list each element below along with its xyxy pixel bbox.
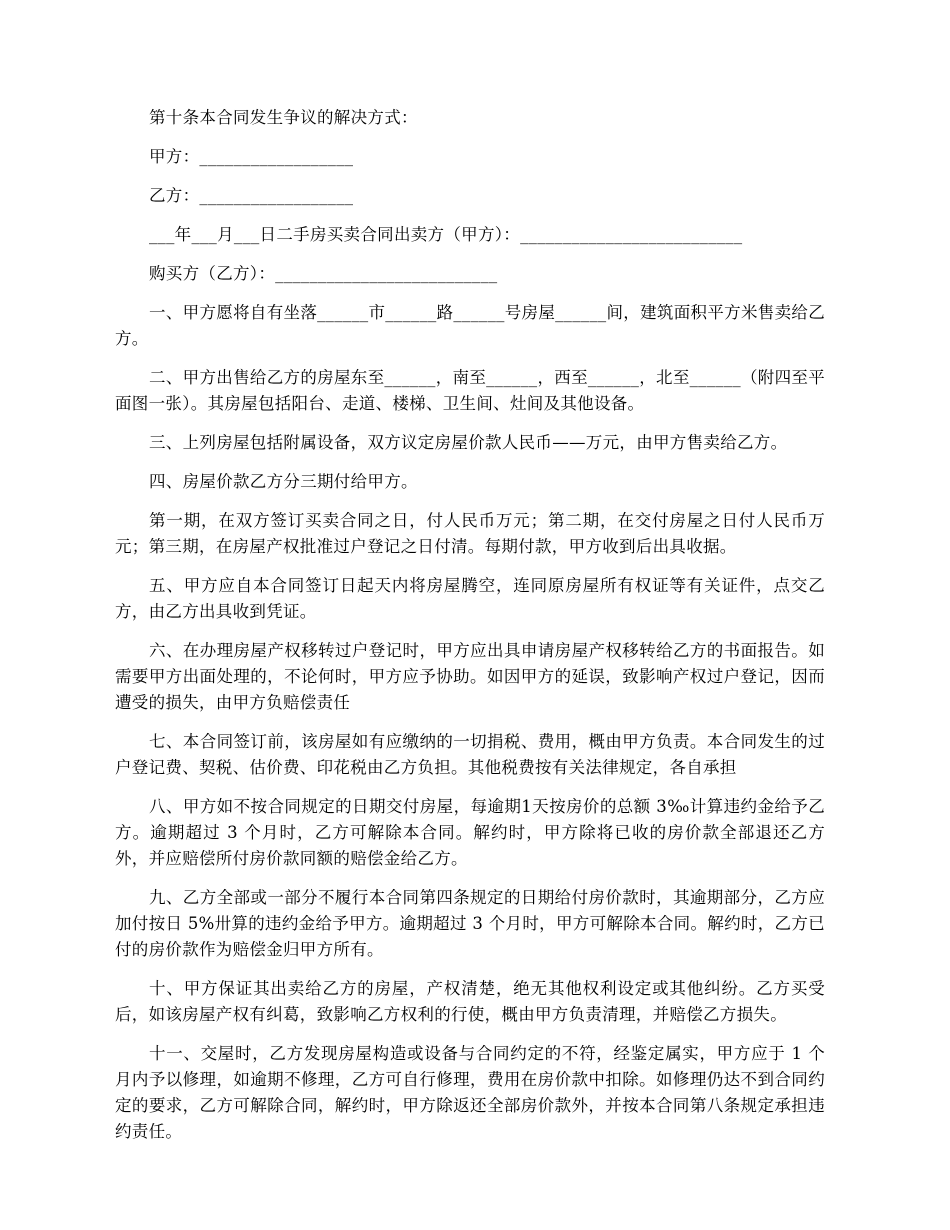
buyer-line: 购买方（乙方）：__________________________ (149, 264, 498, 283)
party-b-signature-line: 乙方：__________________ (149, 186, 354, 205)
dispute-resolution-heading: 第十条本合同发生争议的解决方式： (149, 108, 418, 127)
clause-3: 三、上列房屋包括附属设备，双方议定房屋价款人民币——万元，由甲方售卖给乙方。 (149, 433, 788, 452)
payment-schedule: 第一期，在双方签订买卖合同之日，付人民币万元；第二期，在交付房屋之日付人民币万元；第三期，在房屋产权批准过户登记之日付清。每期付款，甲方收到后出具收据。 (115, 511, 825, 556)
clause-5: 五、甲方应自本合同签订日起天内将房屋腾空，连同原房屋所有权证等有关证件，点交乙方，由乙方出具收到凭证。 (115, 576, 825, 621)
clause-1: 一、甲方愿将自有坐落______市______路______号房屋______间，建筑面积平方米售卖给乙方。 (115, 303, 825, 348)
clause-10: 十、甲方保证其出卖给乙方的房屋，产权清楚，绝无其他权利设定或其他纠纷。乙方买受后，如该房屋产权有纠葛，致影响乙方权利的行使，概由甲方负责清理，并赔偿乙方损失。 (115, 979, 825, 1024)
clause-2: 二、甲方出售给乙方的房屋东至______，南至______，西至______，北至______（附四至平面图一张）。其房屋包括阳台、走道、楼梯、卫生间、灶间及其他设备。 (115, 368, 825, 413)
clause-4: 四、房屋价款乙方分三期付给甲方。 (149, 472, 418, 491)
clause-7: 七、本合同签订前，该房屋如有应缴纳的一切捐税、费用，概由甲方负责。本合同发生的过户登记费、契税、估价费、印花税由乙方负担。其他税费按有关法律规定，各自承担 (115, 732, 825, 777)
contract-page (115, 105, 825, 1158)
clause-6: 六、在办理房屋产权移转过户登记时，甲方应出具申请房屋产权移转给乙方的书面报告。如需要甲方出面处理的，不论何时，甲方应予协助。如因甲方的延误，致影响产权过户登记，因而遭受的损失，由甲方负赔偿责任 (115, 641, 825, 712)
date-seller-line: ___年___月___日二手房买卖合同出卖方（甲方）：__________________________ (149, 225, 743, 244)
clause-11: 十一、交屋时，乙方发现房屋构造或设备与合同约定的不符，经鉴定属实，甲方应于 1 个月内予以修理，如逾期不修理，乙方可自行修理，费用在房价款中扣除。如修理仍达不到合同约定的要求，乙方可解除合同，解约时，甲方除返还全部房价款外，并按本合同第八条规定承担违约责任。 (115, 1044, 825, 1141)
clause-9: 九、乙方全部或一部分不履行本合同第四条规定的日期给付房价款时，其逾期部分，乙方应加付按日 5%卅算的违约金给予甲方。逾期超过 3 个月时，甲方可解除本合同。解约时，乙方已付的房价款作为赔偿金归甲方所有。 (115, 888, 825, 959)
party-a-signature-line: 甲方：__________________ (149, 147, 354, 166)
clause-8: 八、甲方如不按合同规定的日期交付房屋，每逾期1天按房价的总额 3‰计算违约金给予乙方。逾期超过 3 个月时，乙方可解除本合同。解约时，甲方除将已收的房价款全部退还乙方外，并应赔偿所付房价款同额的赔偿金给乙方。 (115, 797, 825, 868)
